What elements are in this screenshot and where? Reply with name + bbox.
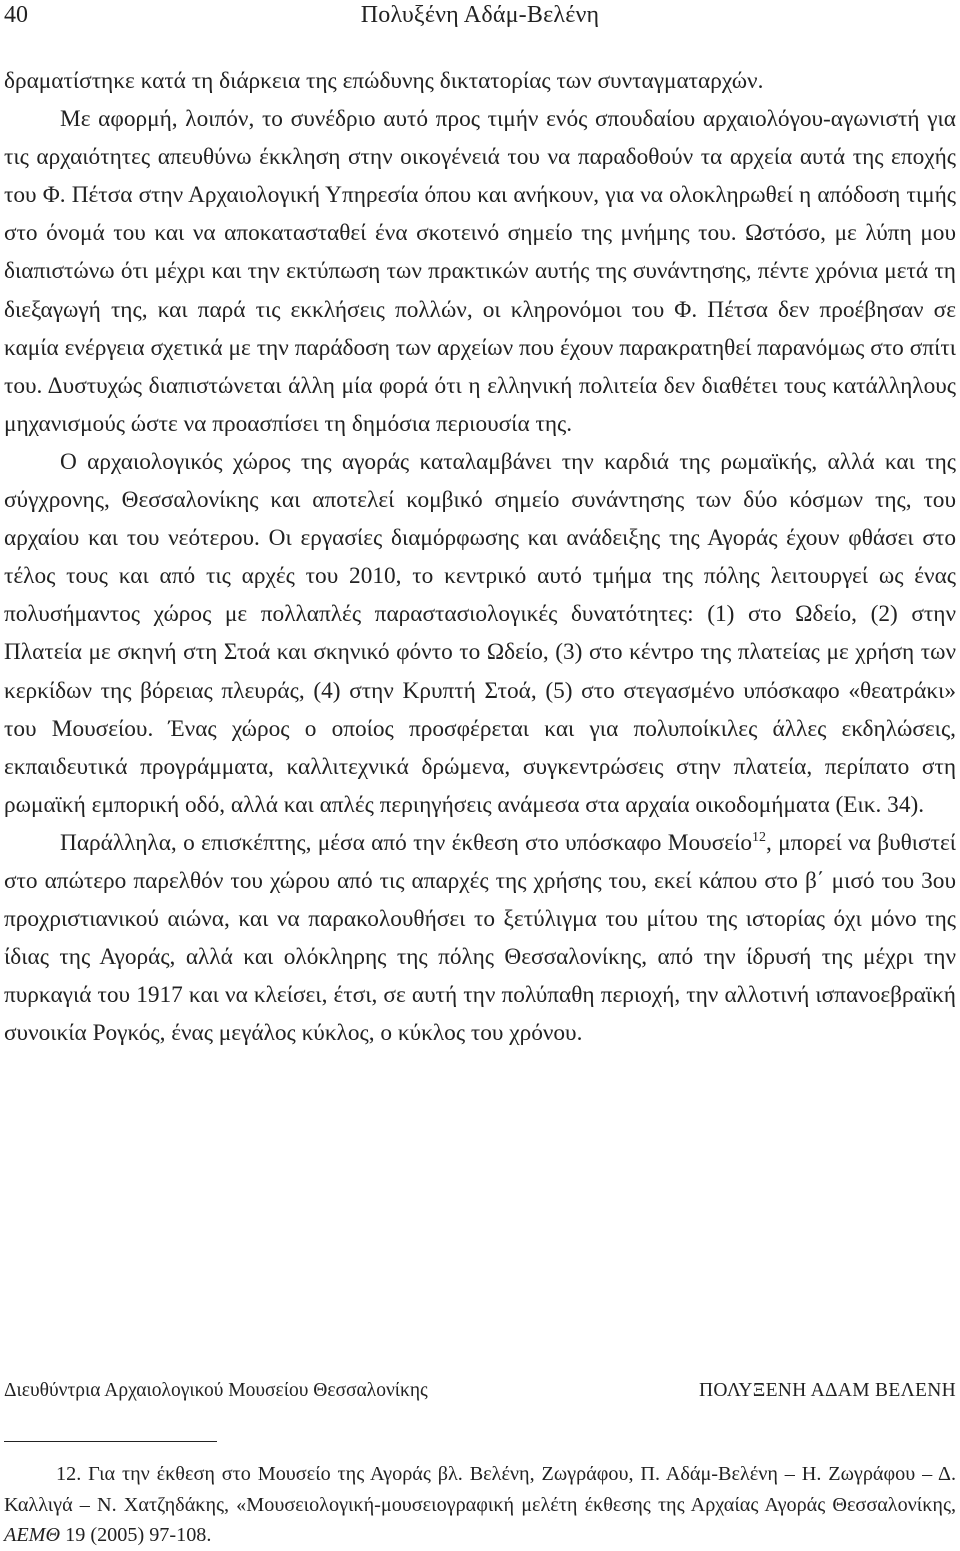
paragraph-4 [4,824,956,1053]
footnote-journal: ΑΕΜΘ [4,1524,61,1546]
footnote-reference: 12 [751,829,766,845]
page-number: 40 [4,2,28,28]
running-title: Πολυξένη Αδάμ-Βελένη [360,2,600,28]
footnote-divider [4,1441,217,1442]
footnote-text-end: 19 (2005) 97-108. [60,1524,212,1546]
footnote-12 [4,1459,956,1551]
running-header [0,2,960,36]
author-affiliation: Διευθύντρια Αρχαιολογικού Μουσείου Θεσσαλονίκης [4,1380,428,1401]
body-text [4,62,956,1052]
paragraph-4-end: , μπορεί να βυθιστεί στο απώτερο παρελθόν του χώρου από τις απαρχές της χρήσης του, εκεί κάπου στο β΄ μισό του 3ου προχριστιανικού αιώνα, και να παρακολουθήσει το ξετύλιγμα του μίτου της ιστορίας όχι μόνο της ίδιας της Αγοράς, αλλά και ολόκληρης της πόλης Θεσσαλονίκης, από την ίδρυσή της μέχρι την πυρκαγιά του 1917 και να κλείσει, έτσι, σε αυτή την πολύπαθη περιοχή, την αλλοτινή ισπανοεβραϊκή συνοικία Ρογκός, ένας μεγάλος κύκλος, ο κύκλος του χρόνου. [4,829,956,1047]
author-signature [4,1380,956,1410]
paragraph-3: Ο αρχαιολογικός χώρος της αγοράς καταλαμβάνει την καρδιά της ρωμαϊκής, αλλά και της σύγχρονης, Θεσσαλονίκης και αποτελεί κομβικό σημείο συνάντησης των δύο κόσμων της, του αρχαίου και του νεότερου. Οι εργασίες διαμόρφωσης και ανάδειξης της Αγοράς έχουν φθάσει στο τέλος τους και από τις αρχές του 2010, το κεντρικό αυτό τμήμα της πόλης λειτουργεί ως ένας πολυσήμαντος χώρος με πολλαπλές παραστασιολογικές δυνατότητες: (1) στο Ωδείο, (2) στην Πλατεία με σκηνή στη Στοά και σκηνικό φόντο το Ωδείο, (3) στο κέντρο της πλατείας με χρήση των κερκίδων της βόρειας πλευράς, (4) στην Κρυπτή Στοά, (5) στο στεγασμένο υπόσκαφο «θεατράκι» του Μουσείου. Ένας χώρος ο οποίος προσφέρεται και για πολυποίκιλες άλλες εκδηλώσεις, εκπαιδευτικά προγράμματα, καλλιτεχνικά δρώμενα, συγκεντρώσεις στην πλατεία, περίπατο στη ρωμαϊκή εμπορική οδό, αλλά και απλές περιηγήσεις ανάμεσα στα αρχαία οικοδομήματα (Εικ. 34). [4,448,956,818]
footnote [4,1459,956,1551]
footnote-text-start: 12. Για την έκθεση στο Μουσείο της Αγοράς βλ. Βελένη, Ζωγράφου, Π. Αδάμ-Βελένη – Η. Ζωγράφου – Δ. Καλλιγά – Ν. Χατζηδάκης, «Μουσειολογική-μουσειογραφική μελέτη έκθεσης της Αρχαίας Αγοράς Θεσσαλονίκης, [4,1463,956,1516]
paragraph-4-start: Παράλληλα, ο επισκέπτης, μέσα από την έκθεση στο υπόσκαφο Μουσείο [60,829,752,856]
paragraph-2: Με αφορμή, λοιπόν, το συνέδριο αυτό προς τιμήν ενός σπουδαίου αρχαιολόγου-αγωνιστή για τις αρχαιότητες απευθύνω έκκληση στην οικογένειά του να παραδοθούν τα αρχεία αυτά της εποχής του Φ. Πέτσα στην Αρχαιολογική Υπηρεσία όπου και ανήκουν, για να ολοκληρωθεί η απόδοση τιμής στο όνομά του και να αποκατασταθεί ένα σκοτεινό σημείο της μνήμης του. Ωστόσο, με λύπη μου διαπιστώνω ότι μέχρι και την εκτύπωση των πρακτικών αυτής της συνάντησης, πέντε χρόνια μετά τη διεξαγωγή της, και παρά τις εκκλήσεις πολλών, οι κληρονόμοι του Φ. Πέτσα δεν προέβησαν σε καμία ενέργεια σχετικά με την παράδοση των αρχείων που έχουν παρακρατηθεί παρανόμως στο σπίτι του. Δυστυχώς διαπιστώνεται άλλη μία φορά ότι η ελληνική πολιτεία δεν διαθέτει τους κατάλληλους μηχανισμούς ώστε να προασπίσει τη δημόσια περιουσία της. [4,106,956,437]
author-name: ΠΟΛΥΞΕΝΗ ΑΔΑΜ ΒΕΛΕΝΗ [699,1380,956,1401]
paragraph-1: δραματίστηκε κατά τη διάρκεια της επώδυνης δικτατορίας των συνταγματαρχών. [4,68,764,94]
